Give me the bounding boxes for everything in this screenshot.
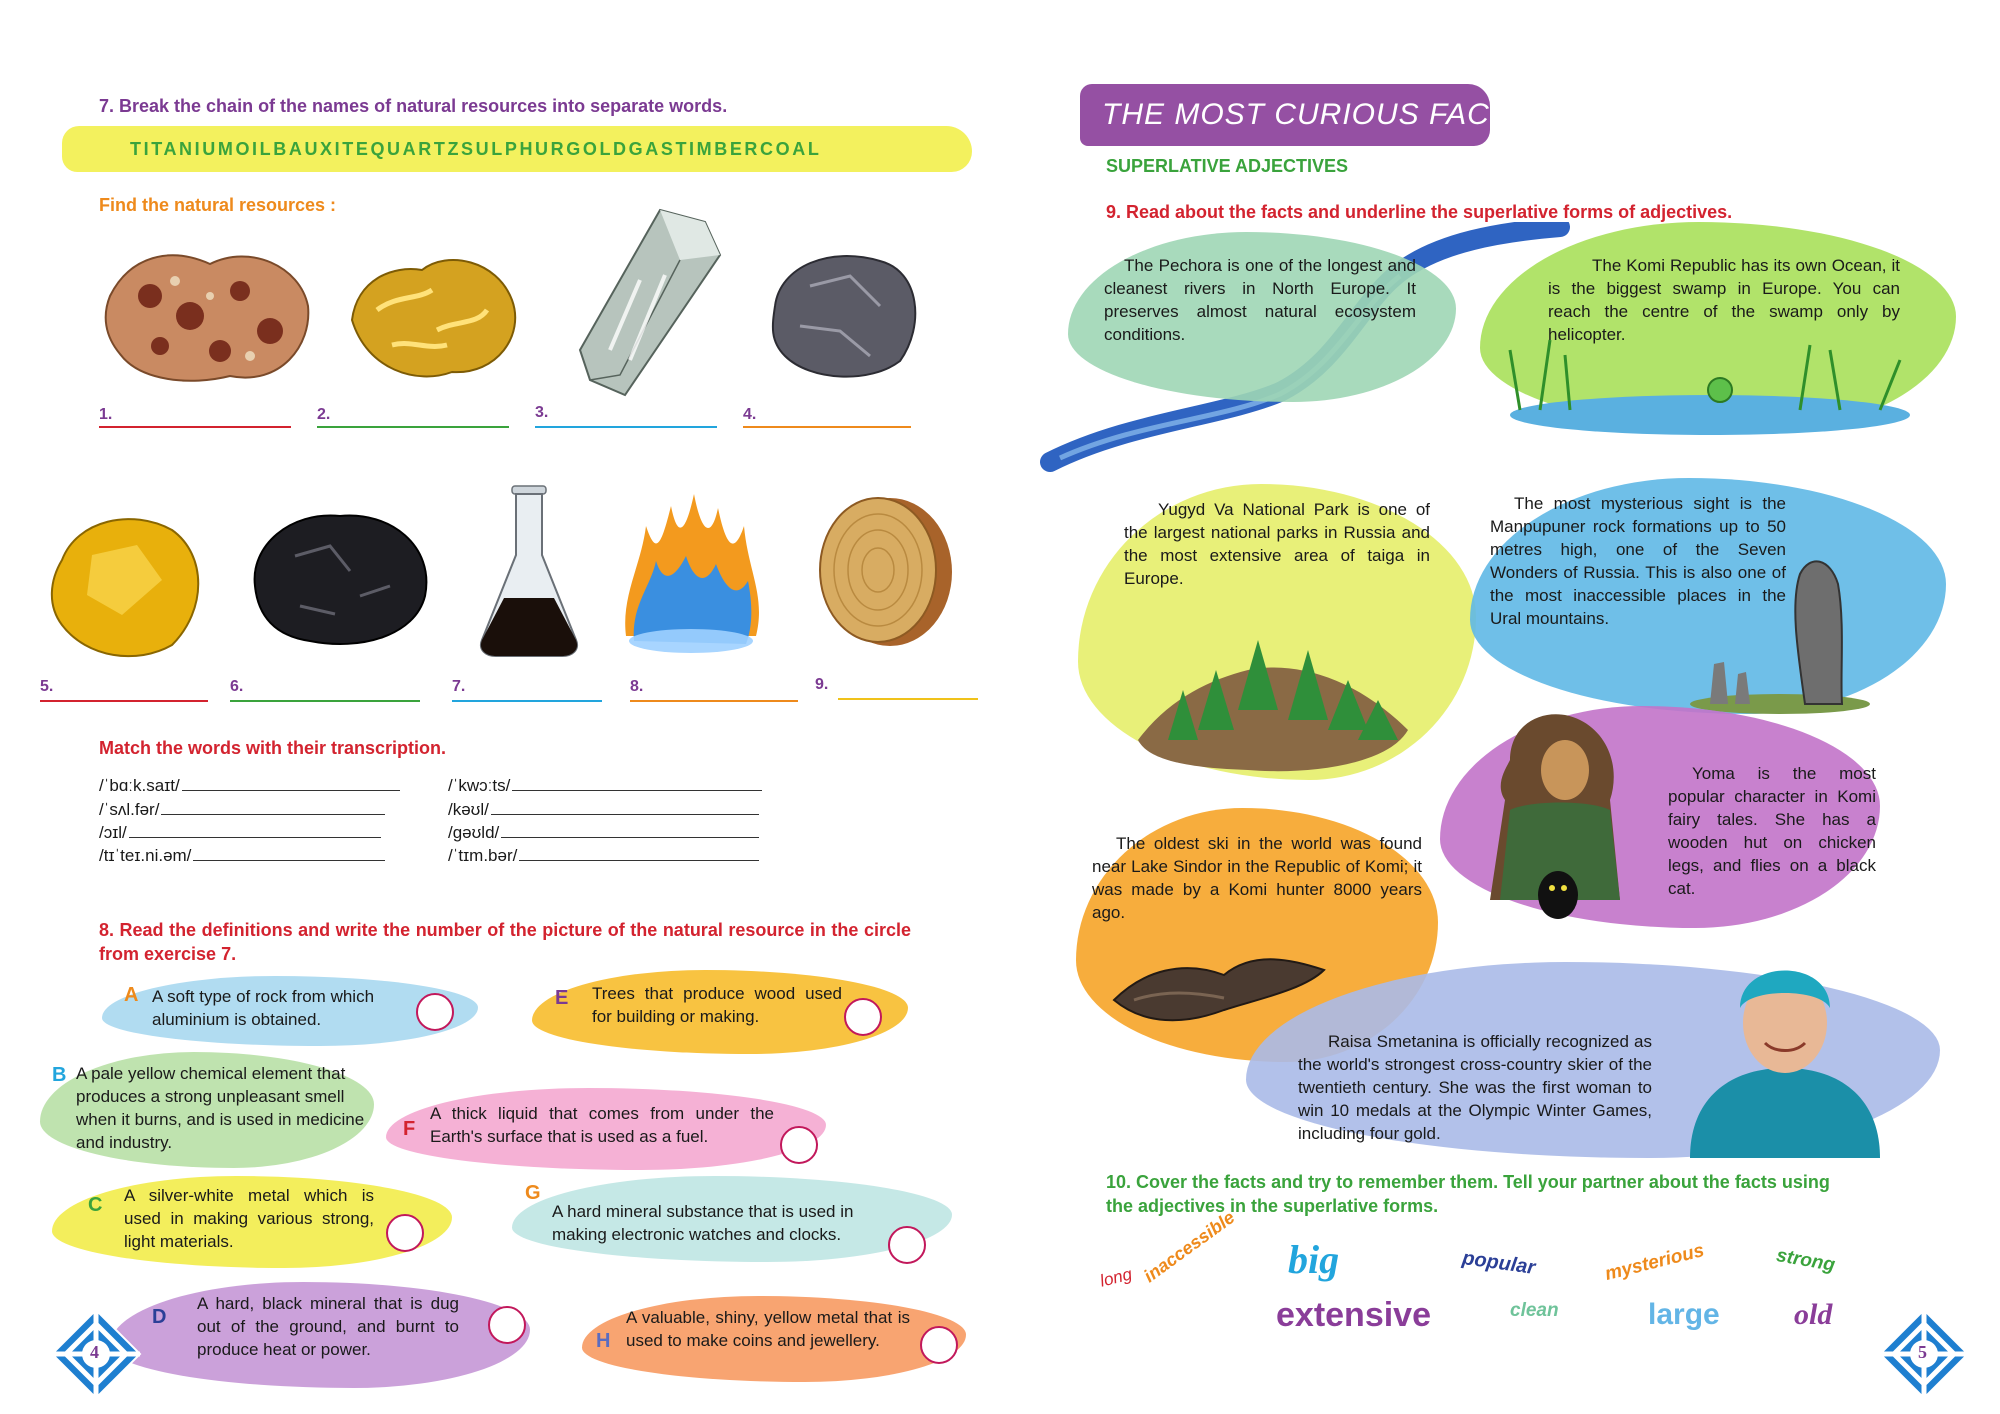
taiga-island-illustration [1128, 590, 1418, 780]
word-large: large [1648, 1298, 1720, 1331]
sulphur-image [42, 500, 212, 665]
blank-7[interactable] [452, 700, 602, 702]
timber-image [808, 490, 958, 650]
def-h-text: A valuable, shiny, yellow metal that is used to make coins and jewellery. [626, 1308, 910, 1350]
label-7: 7. [452, 678, 466, 695]
trans-text: /gəʊld/ [448, 823, 500, 842]
blank-2[interactable] [317, 426, 509, 428]
def-f-circle[interactable] [780, 1126, 818, 1164]
banner-title: THE MOST CURIOUS FACTS [1102, 98, 1531, 131]
trans-text: /ˈtɪm.bər/ [448, 846, 518, 865]
oil-flask-image [474, 480, 584, 660]
gold-image [337, 240, 527, 390]
blank-6[interactable] [230, 700, 420, 702]
word-inaccessible: inaccessible [1140, 1207, 1239, 1287]
raisa-portrait-illustration [1670, 928, 1900, 1158]
word-extensive: extensive [1276, 1296, 1431, 1334]
def-g-letter: G [525, 1182, 541, 1204]
find-resources-label: Find the natural resources : [99, 195, 337, 215]
def-c-circle[interactable] [386, 1214, 424, 1252]
label-9: 9. [815, 676, 829, 693]
trans-text: /kəʊl/ [448, 800, 489, 819]
def-g-text: A hard mineral substance that is used in making electronic watches and clocks. [552, 1202, 854, 1244]
resource-chain: TITANIUMOILBAUXITEQUARTZSULPHURGOLDGASTIMBERCOAL [130, 139, 822, 159]
def-a-circle[interactable] [416, 993, 454, 1031]
label-5: 5. [40, 678, 54, 695]
blank-3[interactable] [535, 426, 717, 428]
trans-right-2[interactable] [448, 800, 759, 820]
gas-flame-image [616, 486, 766, 656]
match-title: Match the words with their transcription. [99, 738, 447, 758]
def-a-text: A soft type of rock from which aluminium is obtained. [152, 987, 375, 1029]
bauxite-image [100, 236, 315, 392]
word-old: old [1794, 1298, 1833, 1331]
subtitle: SUPERLATIVE ADJECTIVES [1106, 156, 1349, 176]
def-e-circle[interactable] [844, 998, 882, 1036]
trans-left-3[interactable] [99, 823, 381, 843]
def-h-circle[interactable] [920, 1326, 958, 1364]
coal-image [240, 496, 440, 656]
page-number-left: 4 [90, 1342, 99, 1362]
trans-left-1[interactable] [99, 776, 400, 796]
trans-text: /ɔɪl/ [99, 823, 127, 842]
yoma-text: Yoma is the most popular character in Komi fairy tales. She has a wooden hut on chicken legs, and flies on a black cat. [1668, 764, 1876, 898]
blank-5[interactable] [40, 700, 208, 702]
pechora-text: The Pechora is one of the longest and cleanest rivers in North Europe. It preserves almost natural ecosystem conditions. [1104, 256, 1416, 344]
ski-text: The oldest ski in the world was found near Lake Sindor in the Republic of Komi; it was made by a Komi hunter 8000 years ago. [1092, 834, 1422, 922]
label-6: 6. [230, 678, 244, 695]
trans-left-2[interactable] [99, 800, 385, 820]
label-4: 4. [743, 406, 757, 423]
blank-4[interactable] [743, 426, 911, 428]
word-mysterious: mysterious [1602, 1240, 1707, 1285]
trans-text: /ˈkwɔːts/ [448, 776, 511, 795]
quartz-image [560, 200, 730, 400]
blank-8[interactable] [630, 700, 798, 702]
page-number-right: 5 [1918, 1342, 1927, 1362]
rock-formations-illustration [1680, 544, 1880, 714]
def-e-letter: E [555, 987, 569, 1009]
label-8: 8. [630, 678, 644, 695]
komi-text: The Komi Republic has its own Ocean, it is the biggest swamp in Europe. You can reach the centre of the swamp only by helicopter. [1548, 256, 1900, 344]
trans-left-4[interactable] [99, 846, 385, 866]
word-big: big [1288, 1237, 1340, 1282]
def-f-letter: F [403, 1118, 416, 1140]
def-f-text: A thick liquid that comes from under the Earth's surface that is used as a fuel. [430, 1104, 774, 1146]
yugyd-text: Yugyd Va National Park is one of the largest national parks in Russia and the most extensive area of taiga in Europe. [1124, 500, 1430, 588]
def-c-letter: C [88, 1194, 103, 1216]
manpupuner-text: The most mysterious sight is the Manpupuner rock formations up to 50 metres high, one of the Seven Wonders of Russia. This is also one of the most inaccessible places in the Ural mountains. [1490, 494, 1786, 628]
label-2: 2. [317, 406, 331, 423]
ex8-title: 8. Read the definitions and write the number of the picture of the natural resource in the circle from exercise 7. [99, 920, 911, 964]
blank-1[interactable] [99, 426, 291, 428]
word-clean: clean [1510, 1300, 1559, 1321]
word-popular: popular [1460, 1247, 1537, 1280]
trans-right-1[interactable] [448, 776, 762, 796]
yoma-illustration [1470, 700, 1650, 930]
ex9-title: 9. Read about the facts and underline the superlative forms of adjectives. [1106, 202, 1733, 222]
def-c-text: A silver-white metal which is used in making various strong, light materials. [124, 1186, 374, 1251]
raisa-text: Raisa Smetanina is officially recognized as the world's strongest cross-country skier of the twentieth century. She was the first woman to win 10 medals at the Olympic Winter Games, including four gold. [1298, 1032, 1652, 1143]
trans-text: /tɪˈteɪ.ni.əm/ [99, 846, 192, 865]
def-d-text: A hard, black mineral that is dug out of the ground, and burnt to produce heat or power. [197, 1294, 459, 1359]
def-b-letter: B [52, 1064, 67, 1086]
ex7-title: 7. Break the chain of the names of natural resources into separate words. [99, 96, 728, 116]
label-1: 1. [99, 406, 113, 423]
def-d-circle[interactable] [488, 1306, 526, 1344]
def-g-circle[interactable] [888, 1226, 926, 1264]
def-e-text: Trees that produce wood used for building or making. [592, 984, 842, 1026]
word-strong: strong [1774, 1245, 1837, 1276]
def-b-text: A pale yellow chemical element that produces a strong unpleasant smell when it burns, and is used in medicine and industry. [76, 1064, 365, 1152]
trans-text: /ˈsʌl.fər/ [99, 800, 160, 819]
trans-text: /ˈbɑːk.saɪt/ [99, 776, 180, 795]
trans-right-3[interactable] [448, 823, 759, 843]
label-3: 3. [535, 404, 549, 421]
coal-grey-image [760, 236, 930, 386]
ex10-title: 10. Cover the facts and try to remember them. Tell your partner about the facts using the adjectives in the superlative forms. [1106, 1172, 1830, 1216]
trans-right-4[interactable] [448, 846, 759, 866]
swamp-illustration [1480, 330, 1950, 440]
def-a-letter: A [124, 984, 139, 1006]
word-long: long [1098, 1264, 1134, 1291]
blank-9[interactable] [838, 698, 978, 700]
def-h-letter: H [596, 1330, 611, 1352]
def-d-letter: D [152, 1306, 167, 1328]
